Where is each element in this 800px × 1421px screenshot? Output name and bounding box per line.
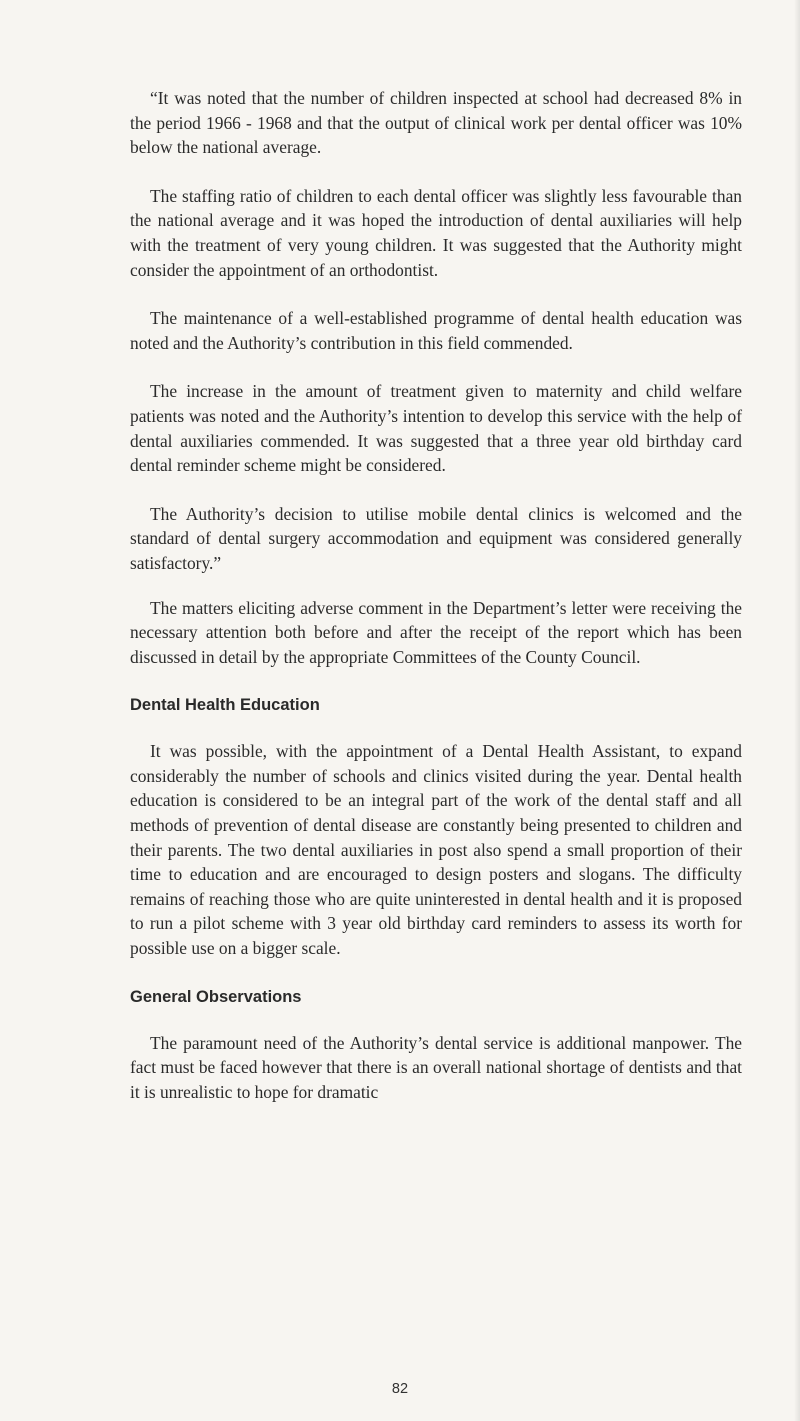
paragraph-staffing-ratio: The staffing ratio of children to each dental officer was slightly less favourable than the national average and it was hoped the introduction of dental auxiliaries will help with the treatment of very young children. It was suggested that the Authority might consider the appointment of an orthodontist. <box>130 185 742 280</box>
paragraph-mobile-clinics: The Authority’s decision to utilise mobile dental clinics is welcomed and the standard of dental surgery accommodation and equipment was considered generally satisfactory.” <box>130 503 742 573</box>
paragraph-maternity-child-welfare: The increase in the amount of treatment given to maternity and child welfare patients was noted and the Authority’s intention to develop this service with the help of dental auxiliaries commended. It was suggested that a three year old birthday card dental reminder scheme might be considered. <box>130 381 742 476</box>
paragraph-dental-health-education: It was possible, with the appointment of a Dental Health Assistant, to expand considerably the number of schools and clinics visited during the year. Dental health education is considered to be an integral part of the work of the dental staff and all methods of prevention of dental disease are constantly being presented to children and their parents. The two dental auxiliaries in post also spend a small proportion of their time to education and are encouraged to design posters and slogans. The difficulty remains of reaching those who are quite uninterested in dental health and it is proposed to run a pilot scheme with 3 year old birthday card reminders to assess its worth for possible use on a bigger scale. <box>130 741 742 959</box>
page-number: 82 <box>391 1381 409 1397</box>
heading-dental-health-education: Dental Health Education <box>130 696 320 715</box>
paragraph-adverse-comment: The matters eliciting adverse comment in the Department’s letter were receiving the necessary attention both before and after the receipt of the report which has been discussed in detail by the appropriate Committees of the County Council. <box>130 597 742 667</box>
page-edge-shadow <box>794 0 800 1421</box>
page-body <box>130 86 742 1104</box>
paragraph-clinical-output: “It was noted that the number of children inspected at school had decreased 8% in the period 1966 - 1968 and that the output of clinical work per dental officer was 10% below the national average. <box>130 88 742 158</box>
paragraph-general-observations: The paramount need of the Authority’s dental service is additional manpower. The fact must be faced however that there is an overall national shortage of dentists and that it is unrealistic to hope for dramatic <box>130 1032 742 1102</box>
paragraph-health-education-programme: The maintenance of a well-established programme of dental health education was noted and the Authority’s contribution in this field commended. <box>130 308 742 353</box>
heading-general-observations: General Observations <box>130 987 302 1006</box>
